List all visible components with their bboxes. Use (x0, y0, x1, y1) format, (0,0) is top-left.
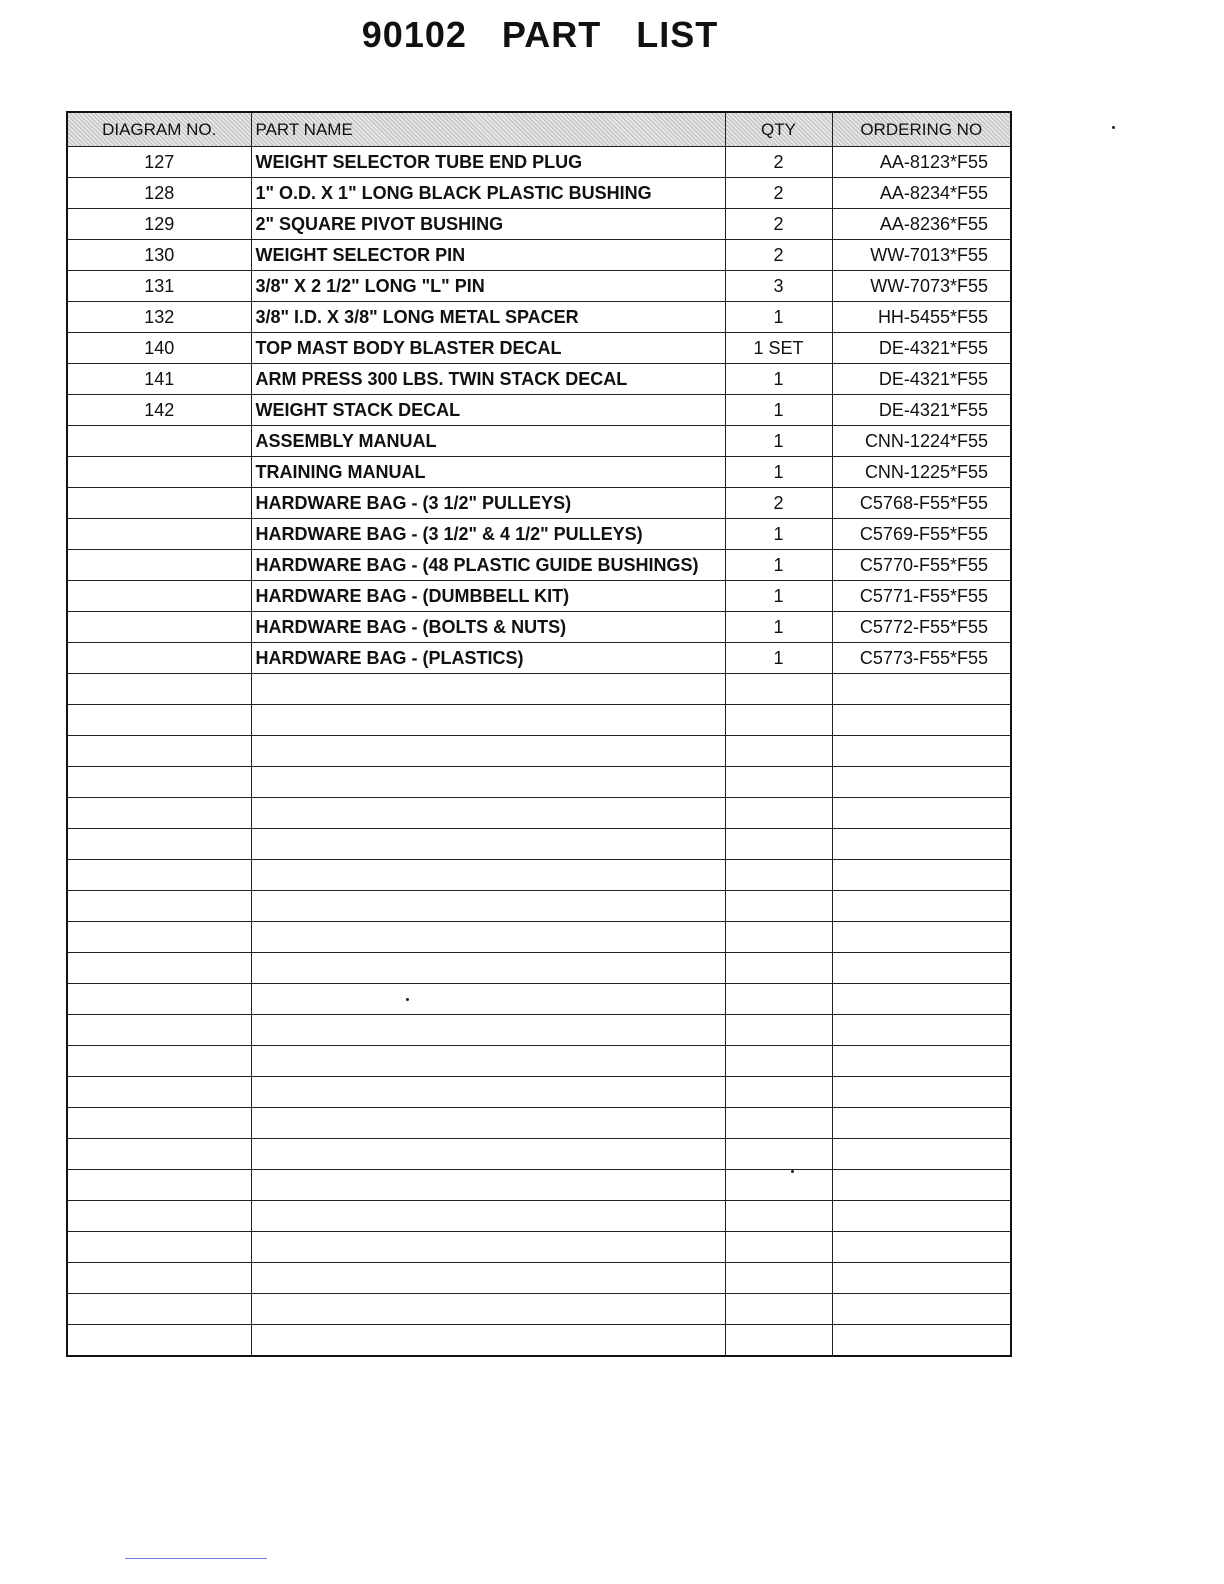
cell-ordering-no: AA-8234*F55 (832, 178, 1011, 209)
table-row (67, 612, 1011, 643)
table-row (67, 581, 1011, 612)
table-row (67, 643, 1011, 674)
cell-part-name (251, 1108, 725, 1139)
table-row (67, 395, 1011, 426)
cell-qty (725, 1325, 832, 1357)
blank-table-row (67, 674, 1011, 705)
cell-ordering-no (832, 705, 1011, 736)
cell-ordering-no (832, 1077, 1011, 1108)
cell-qty: 1 (725, 612, 832, 643)
table-row (67, 364, 1011, 395)
cell-qty (725, 922, 832, 953)
cell-qty (725, 1108, 832, 1139)
cell-qty (725, 984, 832, 1015)
scan-speck (406, 998, 409, 1001)
cell-qty: 3 (725, 271, 832, 302)
cell-qty (725, 674, 832, 705)
cell-ordering-no (832, 1294, 1011, 1325)
cell-diagram-no (67, 922, 251, 953)
cell-qty (725, 1077, 832, 1108)
cell-diagram-no: 127 (67, 147, 251, 178)
cell-part-name: HARDWARE BAG - (BOLTS & NUTS) (251, 612, 725, 643)
header-ordering-no: ORDERING NO (832, 112, 1011, 147)
cell-qty (725, 1232, 832, 1263)
blank-table-row (67, 891, 1011, 922)
cell-part-name (251, 953, 725, 984)
cell-ordering-no: WW-7013*F55 (832, 240, 1011, 271)
cell-ordering-no (832, 1046, 1011, 1077)
scan-speck (791, 1170, 794, 1173)
cell-ordering-no (832, 953, 1011, 984)
cell-part-name (251, 705, 725, 736)
blank-table-row (67, 1263, 1011, 1294)
cell-part-name (251, 1325, 725, 1357)
table-row (67, 333, 1011, 364)
cell-diagram-no (67, 1139, 251, 1170)
cell-qty (725, 860, 832, 891)
cell-part-name: HARDWARE BAG - (3 1/2" PULLEYS) (251, 488, 725, 519)
cell-ordering-no (832, 1139, 1011, 1170)
cell-diagram-no (67, 643, 251, 674)
table-row (67, 488, 1011, 519)
cell-qty: 1 (725, 643, 832, 674)
part-list-table (66, 111, 1012, 1357)
cell-part-name (251, 891, 725, 922)
cell-ordering-no: HH-5455*F55 (832, 302, 1011, 333)
cell-qty: 1 (725, 364, 832, 395)
table-row (67, 519, 1011, 550)
cell-qty: 2 (725, 178, 832, 209)
cell-ordering-no (832, 1201, 1011, 1232)
cell-ordering-no: C5770-F55*F55 (832, 550, 1011, 581)
cell-ordering-no: AA-8123*F55 (832, 147, 1011, 178)
cell-part-name (251, 1046, 725, 1077)
blank-table-row (67, 922, 1011, 953)
cell-part-name (251, 860, 725, 891)
blank-table-row (67, 984, 1011, 1015)
cell-qty (725, 891, 832, 922)
cell-part-name: 2" SQUARE PIVOT BUSHING (251, 209, 725, 240)
cell-ordering-no (832, 1232, 1011, 1263)
cell-part-name (251, 1015, 725, 1046)
cell-part-name (251, 984, 725, 1015)
cell-part-name: ASSEMBLY MANUAL (251, 426, 725, 457)
cell-diagram-no: 141 (67, 364, 251, 395)
blank-table-row (67, 1201, 1011, 1232)
cell-diagram-no (67, 674, 251, 705)
cell-part-name: 3/8" I.D. X 3/8" LONG METAL SPACER (251, 302, 725, 333)
cell-ordering-no (832, 767, 1011, 798)
cell-diagram-no (67, 860, 251, 891)
table-row (67, 302, 1011, 333)
cell-diagram-no: 129 (67, 209, 251, 240)
cell-qty: 1 (725, 550, 832, 581)
cell-diagram-no (67, 736, 251, 767)
cell-qty: 1 (725, 395, 832, 426)
blank-table-row (67, 1294, 1011, 1325)
cell-part-name: HARDWARE BAG - (PLASTICS) (251, 643, 725, 674)
cell-qty: 1 SET (725, 333, 832, 364)
cell-diagram-no (67, 426, 251, 457)
blank-table-row (67, 1046, 1011, 1077)
cell-diagram-no (67, 1232, 251, 1263)
blank-table-row (67, 829, 1011, 860)
cell-part-name: HARDWARE BAG - (DUMBBELL KIT) (251, 581, 725, 612)
table-row (67, 426, 1011, 457)
cell-qty (725, 705, 832, 736)
cell-ordering-no: C5773-F55*F55 (832, 643, 1011, 674)
cell-diagram-no (67, 1325, 251, 1357)
cell-qty (725, 1263, 832, 1294)
cell-diagram-no: 142 (67, 395, 251, 426)
cell-part-name: HARDWARE BAG - (48 PLASTIC GUIDE BUSHINGS) (251, 550, 725, 581)
blank-table-row (67, 1108, 1011, 1139)
cell-diagram-no (67, 457, 251, 488)
cell-diagram-no (67, 798, 251, 829)
cell-qty (725, 1015, 832, 1046)
cell-diagram-no (67, 1294, 251, 1325)
cell-ordering-no: WW-7073*F55 (832, 271, 1011, 302)
header-qty: QTY (725, 112, 832, 147)
cell-qty: 2 (725, 240, 832, 271)
table-header-row (67, 112, 1011, 147)
cell-qty: 2 (725, 147, 832, 178)
cell-diagram-no (67, 581, 251, 612)
cell-qty (725, 767, 832, 798)
cell-part-name (251, 922, 725, 953)
blank-table-row (67, 1139, 1011, 1170)
cell-ordering-no: DE-4321*F55 (832, 333, 1011, 364)
footer-rule (125, 1558, 267, 1559)
cell-part-name (251, 829, 725, 860)
cell-ordering-no (832, 798, 1011, 829)
cell-diagram-no: 130 (67, 240, 251, 271)
cell-ordering-no (832, 1015, 1011, 1046)
cell-qty: 2 (725, 488, 832, 519)
cell-qty: 1 (725, 426, 832, 457)
cell-ordering-no (832, 1325, 1011, 1357)
cell-part-name (251, 736, 725, 767)
cell-ordering-no (832, 1263, 1011, 1294)
cell-ordering-no (832, 891, 1011, 922)
blank-table-row (67, 1170, 1011, 1201)
header-diagram-no: DIAGRAM NO. (67, 112, 251, 147)
cell-diagram-no (67, 1077, 251, 1108)
cell-part-name: TOP MAST BODY BLASTER DECAL (251, 333, 725, 364)
blank-table-row (67, 860, 1011, 891)
cell-ordering-no: DE-4321*F55 (832, 364, 1011, 395)
cell-ordering-no: AA-8236*F55 (832, 209, 1011, 240)
table-row (67, 271, 1011, 302)
cell-diagram-no (67, 891, 251, 922)
blank-table-row (67, 798, 1011, 829)
cell-part-name (251, 1201, 725, 1232)
cell-diagram-no: 131 (67, 271, 251, 302)
cell-qty: 1 (725, 457, 832, 488)
cell-diagram-no (67, 488, 251, 519)
cell-ordering-no: C5768-F55*F55 (832, 488, 1011, 519)
cell-qty: 1 (725, 302, 832, 333)
cell-qty (725, 1139, 832, 1170)
cell-part-name: TRAINING MANUAL (251, 457, 725, 488)
cell-ordering-no: C5772-F55*F55 (832, 612, 1011, 643)
cell-diagram-no (67, 1201, 251, 1232)
cell-part-name (251, 1263, 725, 1294)
blank-table-row (67, 767, 1011, 798)
table-row (67, 240, 1011, 271)
cell-ordering-no (832, 1170, 1011, 1201)
cell-qty (725, 1170, 832, 1201)
table-row (67, 457, 1011, 488)
cell-qty (725, 798, 832, 829)
cell-ordering-no: CNN-1225*F55 (832, 457, 1011, 488)
cell-qty: 2 (725, 209, 832, 240)
cell-part-name (251, 1294, 725, 1325)
cell-qty (725, 736, 832, 767)
cell-part-name: WEIGHT STACK DECAL (251, 395, 725, 426)
cell-part-name (251, 767, 725, 798)
page-title: 90102 PART LIST (361, 14, 719, 55)
cell-ordering-no: DE-4321*F55 (832, 395, 1011, 426)
scan-speck (1112, 126, 1115, 129)
table-row (67, 178, 1011, 209)
cell-diagram-no (67, 1015, 251, 1046)
cell-ordering-no (832, 829, 1011, 860)
header-part-name: PART NAME (251, 112, 725, 147)
cell-part-name (251, 1139, 725, 1170)
cell-ordering-no (832, 860, 1011, 891)
cell-ordering-no (832, 674, 1011, 705)
cell-qty (725, 1294, 832, 1325)
cell-ordering-no (832, 922, 1011, 953)
table-body (67, 147, 1011, 1357)
blank-table-row (67, 736, 1011, 767)
cell-part-name (251, 1170, 725, 1201)
cell-ordering-no (832, 736, 1011, 767)
cell-ordering-no: CNN-1224*F55 (832, 426, 1011, 457)
cell-part-name: 1" O.D. X 1" LONG BLACK PLASTIC BUSHING (251, 178, 725, 209)
cell-part-name (251, 1077, 725, 1108)
blank-table-row (67, 1325, 1011, 1357)
cell-part-name (251, 1232, 725, 1263)
cell-qty (725, 1046, 832, 1077)
blank-table-row (67, 953, 1011, 984)
cell-qty (725, 829, 832, 860)
cell-diagram-no (67, 1263, 251, 1294)
cell-diagram-no: 132 (67, 302, 251, 333)
cell-diagram-no (67, 953, 251, 984)
cell-diagram-no (67, 519, 251, 550)
cell-diagram-no: 128 (67, 178, 251, 209)
cell-part-name (251, 674, 725, 705)
cell-part-name (251, 798, 725, 829)
cell-ordering-no: C5771-F55*F55 (832, 581, 1011, 612)
cell-diagram-no (67, 829, 251, 860)
cell-diagram-no (67, 984, 251, 1015)
cell-qty: 1 (725, 519, 832, 550)
cell-diagram-no (67, 705, 251, 736)
cell-ordering-no: C5769-F55*F55 (832, 519, 1011, 550)
cell-qty (725, 953, 832, 984)
cell-ordering-no (832, 1108, 1011, 1139)
cell-qty: 1 (725, 581, 832, 612)
cell-diagram-no (67, 1108, 251, 1139)
cell-part-name: WEIGHT SELECTOR TUBE END PLUG (251, 147, 725, 178)
blank-table-row (67, 1232, 1011, 1263)
cell-qty (725, 1201, 832, 1232)
cell-part-name: ARM PRESS 300 LBS. TWIN STACK DECAL (251, 364, 725, 395)
cell-diagram-no (67, 612, 251, 643)
cell-diagram-no (67, 1046, 251, 1077)
cell-diagram-no (67, 550, 251, 581)
table-row (67, 147, 1011, 178)
cell-diagram-no: 140 (67, 333, 251, 364)
cell-diagram-no (67, 767, 251, 798)
blank-table-row (67, 1015, 1011, 1046)
cell-part-name: 3/8" X 2 1/2" LONG "L" PIN (251, 271, 725, 302)
table-row (67, 209, 1011, 240)
cell-ordering-no (832, 984, 1011, 1015)
cell-part-name: WEIGHT SELECTOR PIN (251, 240, 725, 271)
table-row (67, 550, 1011, 581)
cell-diagram-no (67, 1170, 251, 1201)
cell-part-name: HARDWARE BAG - (3 1/2" & 4 1/2" PULLEYS) (251, 519, 725, 550)
blank-table-row (67, 705, 1011, 736)
blank-table-row (67, 1077, 1011, 1108)
